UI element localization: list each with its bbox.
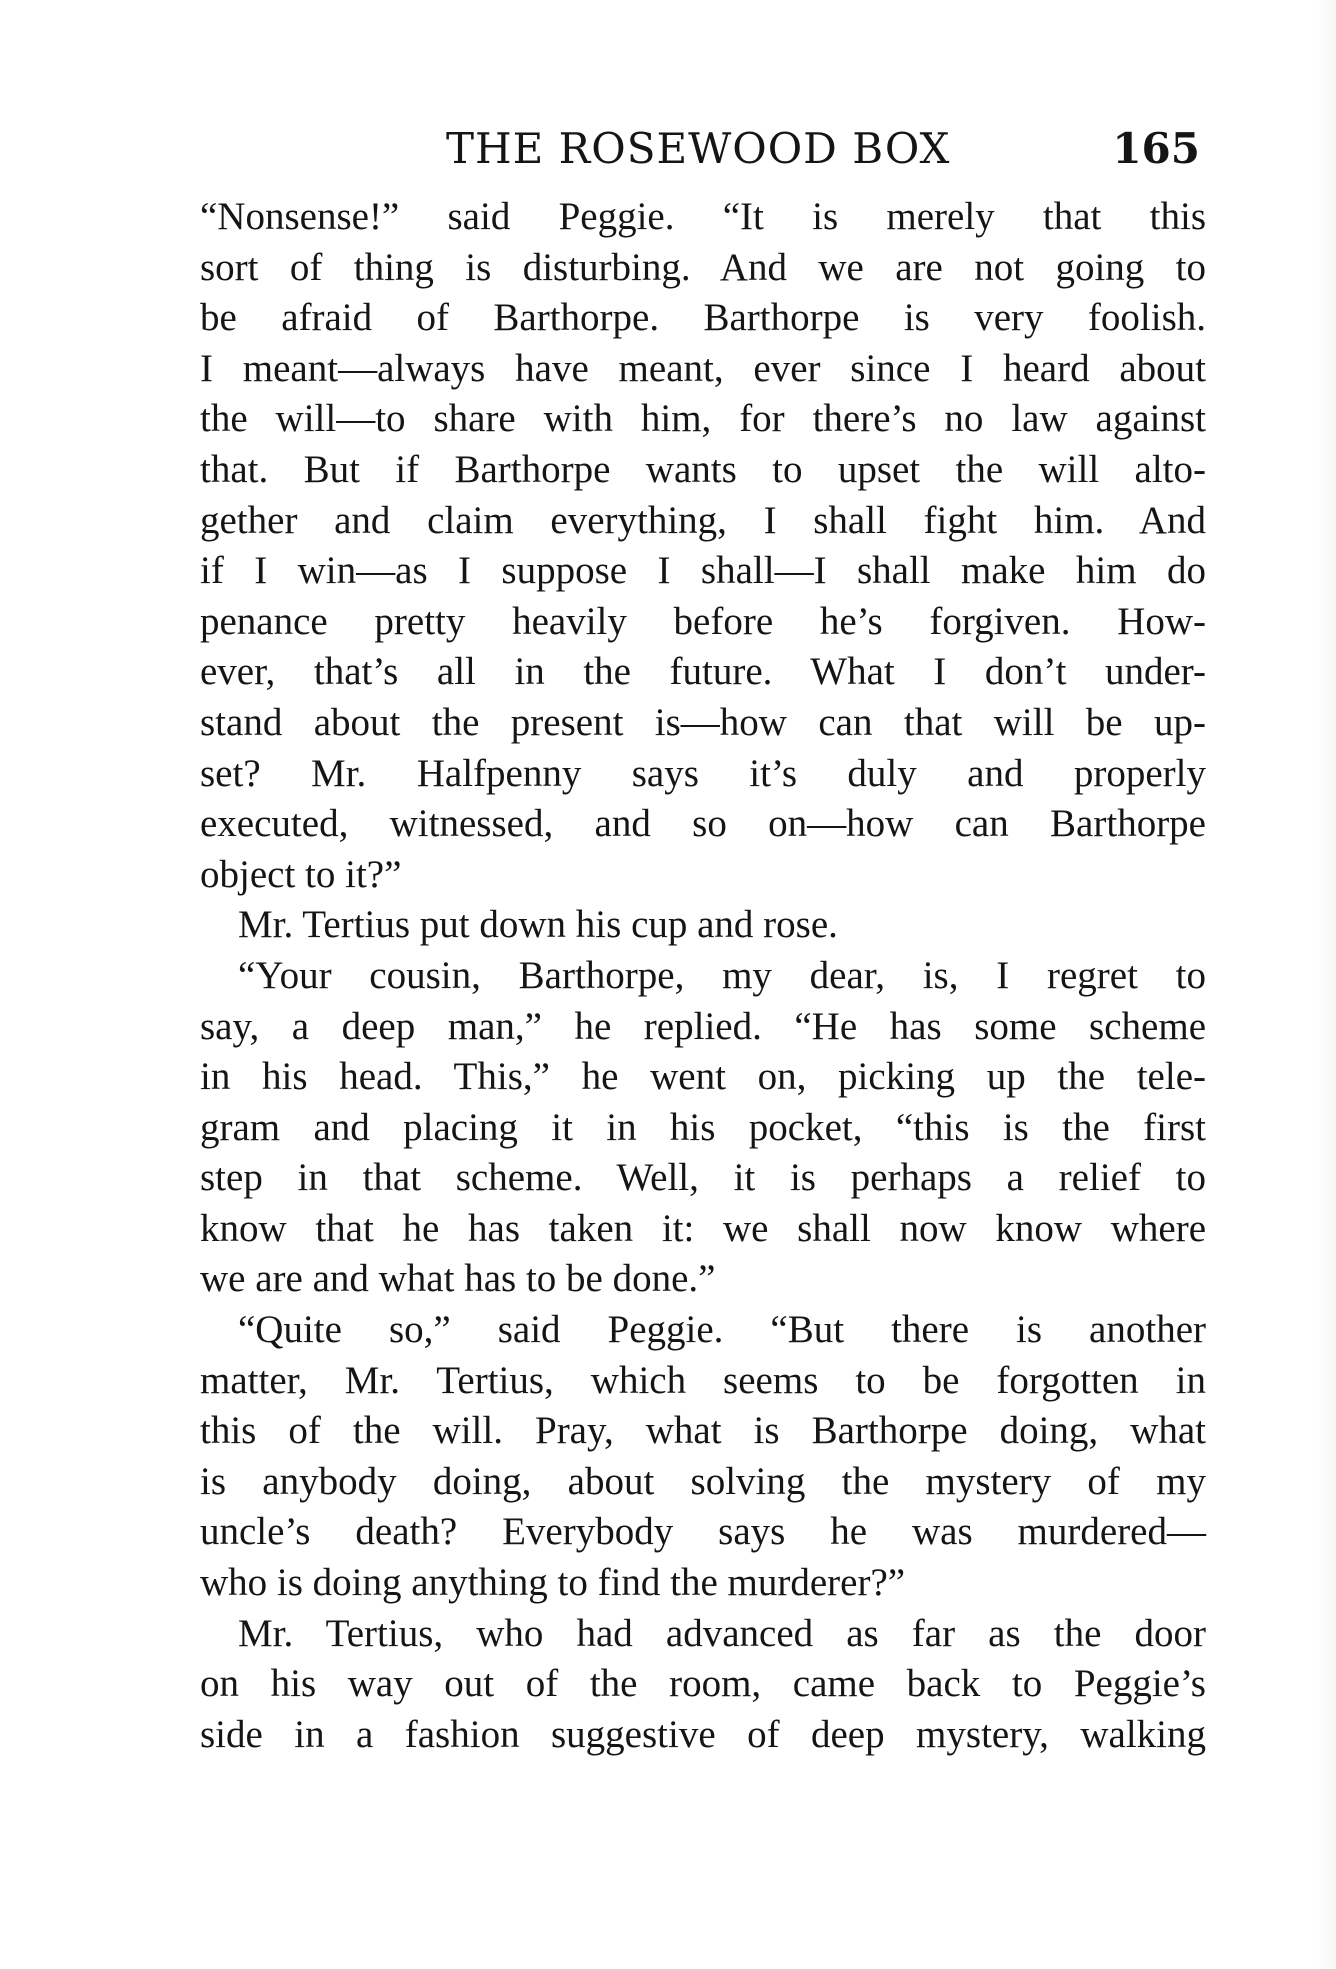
text-line: Mr. Tertius put down his cup and rose. [238,903,838,947]
text-line: penance pretty heavily before he’s forgiven. How- [200,599,1206,643]
text-line: executed, witnessed, and so on—how can Barthorpe [200,802,1206,846]
text-line: that. But if Barthorpe wants to upset the will alto- [200,447,1206,491]
text-line: gram and placing it in his pocket, “this is the first [200,1105,1206,1149]
text-line: matter, Mr. Tertius, which seems to be forgotten in [200,1358,1206,1402]
body-text [200,192,1206,1760]
text-line: say, a deep man,” he replied. “He has some scheme [200,1004,1206,1048]
text-line: gether and claim everything, I shall fight him. And [200,498,1206,542]
text-line: in his head. This,” he went on, picking up the tele- [200,1055,1206,1099]
text-line: side in a fashion suggestive of deep mystery, walking [200,1712,1206,1756]
text-line: step in that scheme. Well, it is perhaps a relief to [200,1156,1206,1200]
text-line: Mr. Tertius, who had advanced as far as the door [238,1611,1206,1655]
text-line: the will—to share with him, for there’s no law against [200,397,1206,441]
text-line: object to it?” [200,852,402,896]
text-line: who is doing anything to find the murderer?” [200,1561,906,1605]
text-line: “Quite so,” said Peggie. “But there is another [238,1308,1206,1352]
page-number: 165 [1112,124,1200,173]
page-edge-shadow [1316,0,1336,1969]
text-line: this of the will. Pray, what is Barthorpe doing, what [200,1409,1206,1453]
text-line: uncle’s death? Everybody says he was murdered— [200,1510,1206,1554]
text-line: on his way out of the room, came back to Peggie’s [200,1662,1206,1706]
text-line: “Your cousin, Barthorpe, my dear, is, I regret to [238,953,1206,997]
text-line: be afraid of Barthorpe. Barthorpe is very foolish. [200,296,1206,340]
text-line: know that he has taken it: we shall now know where [200,1206,1206,1250]
text-line: sort of thing is disturbing. And we are not going to [200,245,1206,289]
text-line: set? Mr. Halfpenny says it’s duly and properly [200,751,1206,795]
text-line: if I win—as I suppose I shall—I shall make him do [200,549,1206,593]
text-line: ever, that’s all in the future. What I don’t under- [200,650,1206,694]
text-line: “Nonsense!” said Peggie. “It is merely that this [200,195,1206,238]
text-line: stand about the present is—how can that will be up- [200,700,1206,744]
running-header [200,124,1206,180]
text-line: I meant—always have meant, ever since I heard about [200,346,1206,390]
text-line: we are and what has to be done.” [200,1257,716,1301]
running-title: THE ROSEWOOD BOX [446,124,951,173]
text-line: is anybody doing, about solving the mystery of my [200,1459,1206,1503]
